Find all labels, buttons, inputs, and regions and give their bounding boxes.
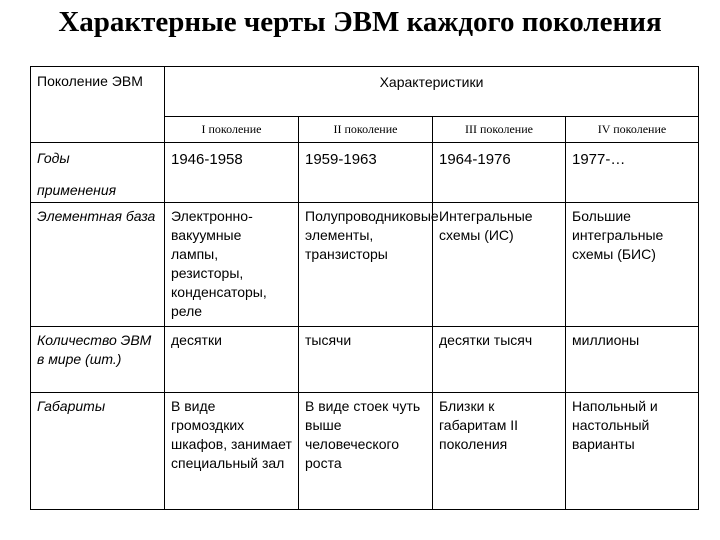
row-label-count: Количество ЭВМ в мире (шт.) bbox=[31, 327, 165, 393]
size-gen-1: В виде громоздких шкафов, занимает специальный зал bbox=[165, 393, 299, 510]
page-title: Характерные черты ЭВМ каждого поколения bbox=[58, 6, 662, 38]
row-label-years bbox=[31, 143, 165, 203]
element-base-gen-4: Большие интегральные схемы (БИС) bbox=[566, 203, 699, 327]
size-gen-2: В виде стоек чуть выше человеческого роста bbox=[299, 393, 433, 510]
header-generation-label: Поколение ЭВМ bbox=[31, 67, 165, 143]
header-generation-3: III поколение bbox=[433, 117, 566, 143]
size-gen-3: Близки к габаритам II поколения bbox=[433, 393, 566, 510]
row-label-years-line1: Годы bbox=[37, 150, 70, 166]
count-gen-3: десятки тысяч bbox=[433, 327, 566, 393]
element-base-gen-2: Полупроводниковые элементы, транзисторы bbox=[299, 203, 433, 327]
years-gen-4: 1977-… bbox=[566, 143, 699, 203]
years-gen-2: 1959-1963 bbox=[299, 143, 433, 203]
count-gen-1: десятки bbox=[165, 327, 299, 393]
count-gen-2: тысячи bbox=[299, 327, 433, 393]
years-gen-1: 1946-1958 bbox=[165, 143, 299, 203]
header-generation-1: I поколение bbox=[165, 117, 299, 143]
header-generation-4: IV поколение bbox=[566, 117, 699, 143]
size-gen-4: Напольный и настольный варианты bbox=[566, 393, 699, 510]
row-label-size: Габариты bbox=[31, 393, 165, 510]
header-generation-2: II поколение bbox=[299, 117, 433, 143]
count-gen-4: миллионы bbox=[566, 327, 699, 393]
element-base-gen-3: Интегральные схемы (ИС) bbox=[433, 203, 566, 327]
row-label-element-base: Элементная база bbox=[31, 203, 165, 327]
generations-table bbox=[30, 66, 699, 510]
years-gen-3: 1964-1976 bbox=[433, 143, 566, 203]
header-characteristics: Характеристики bbox=[165, 67, 699, 117]
element-base-gen-1: Электронно-вакуумные лампы, резисторы, конденсаторы, реле bbox=[165, 203, 299, 327]
row-label-years-line2: применения bbox=[37, 182, 117, 198]
